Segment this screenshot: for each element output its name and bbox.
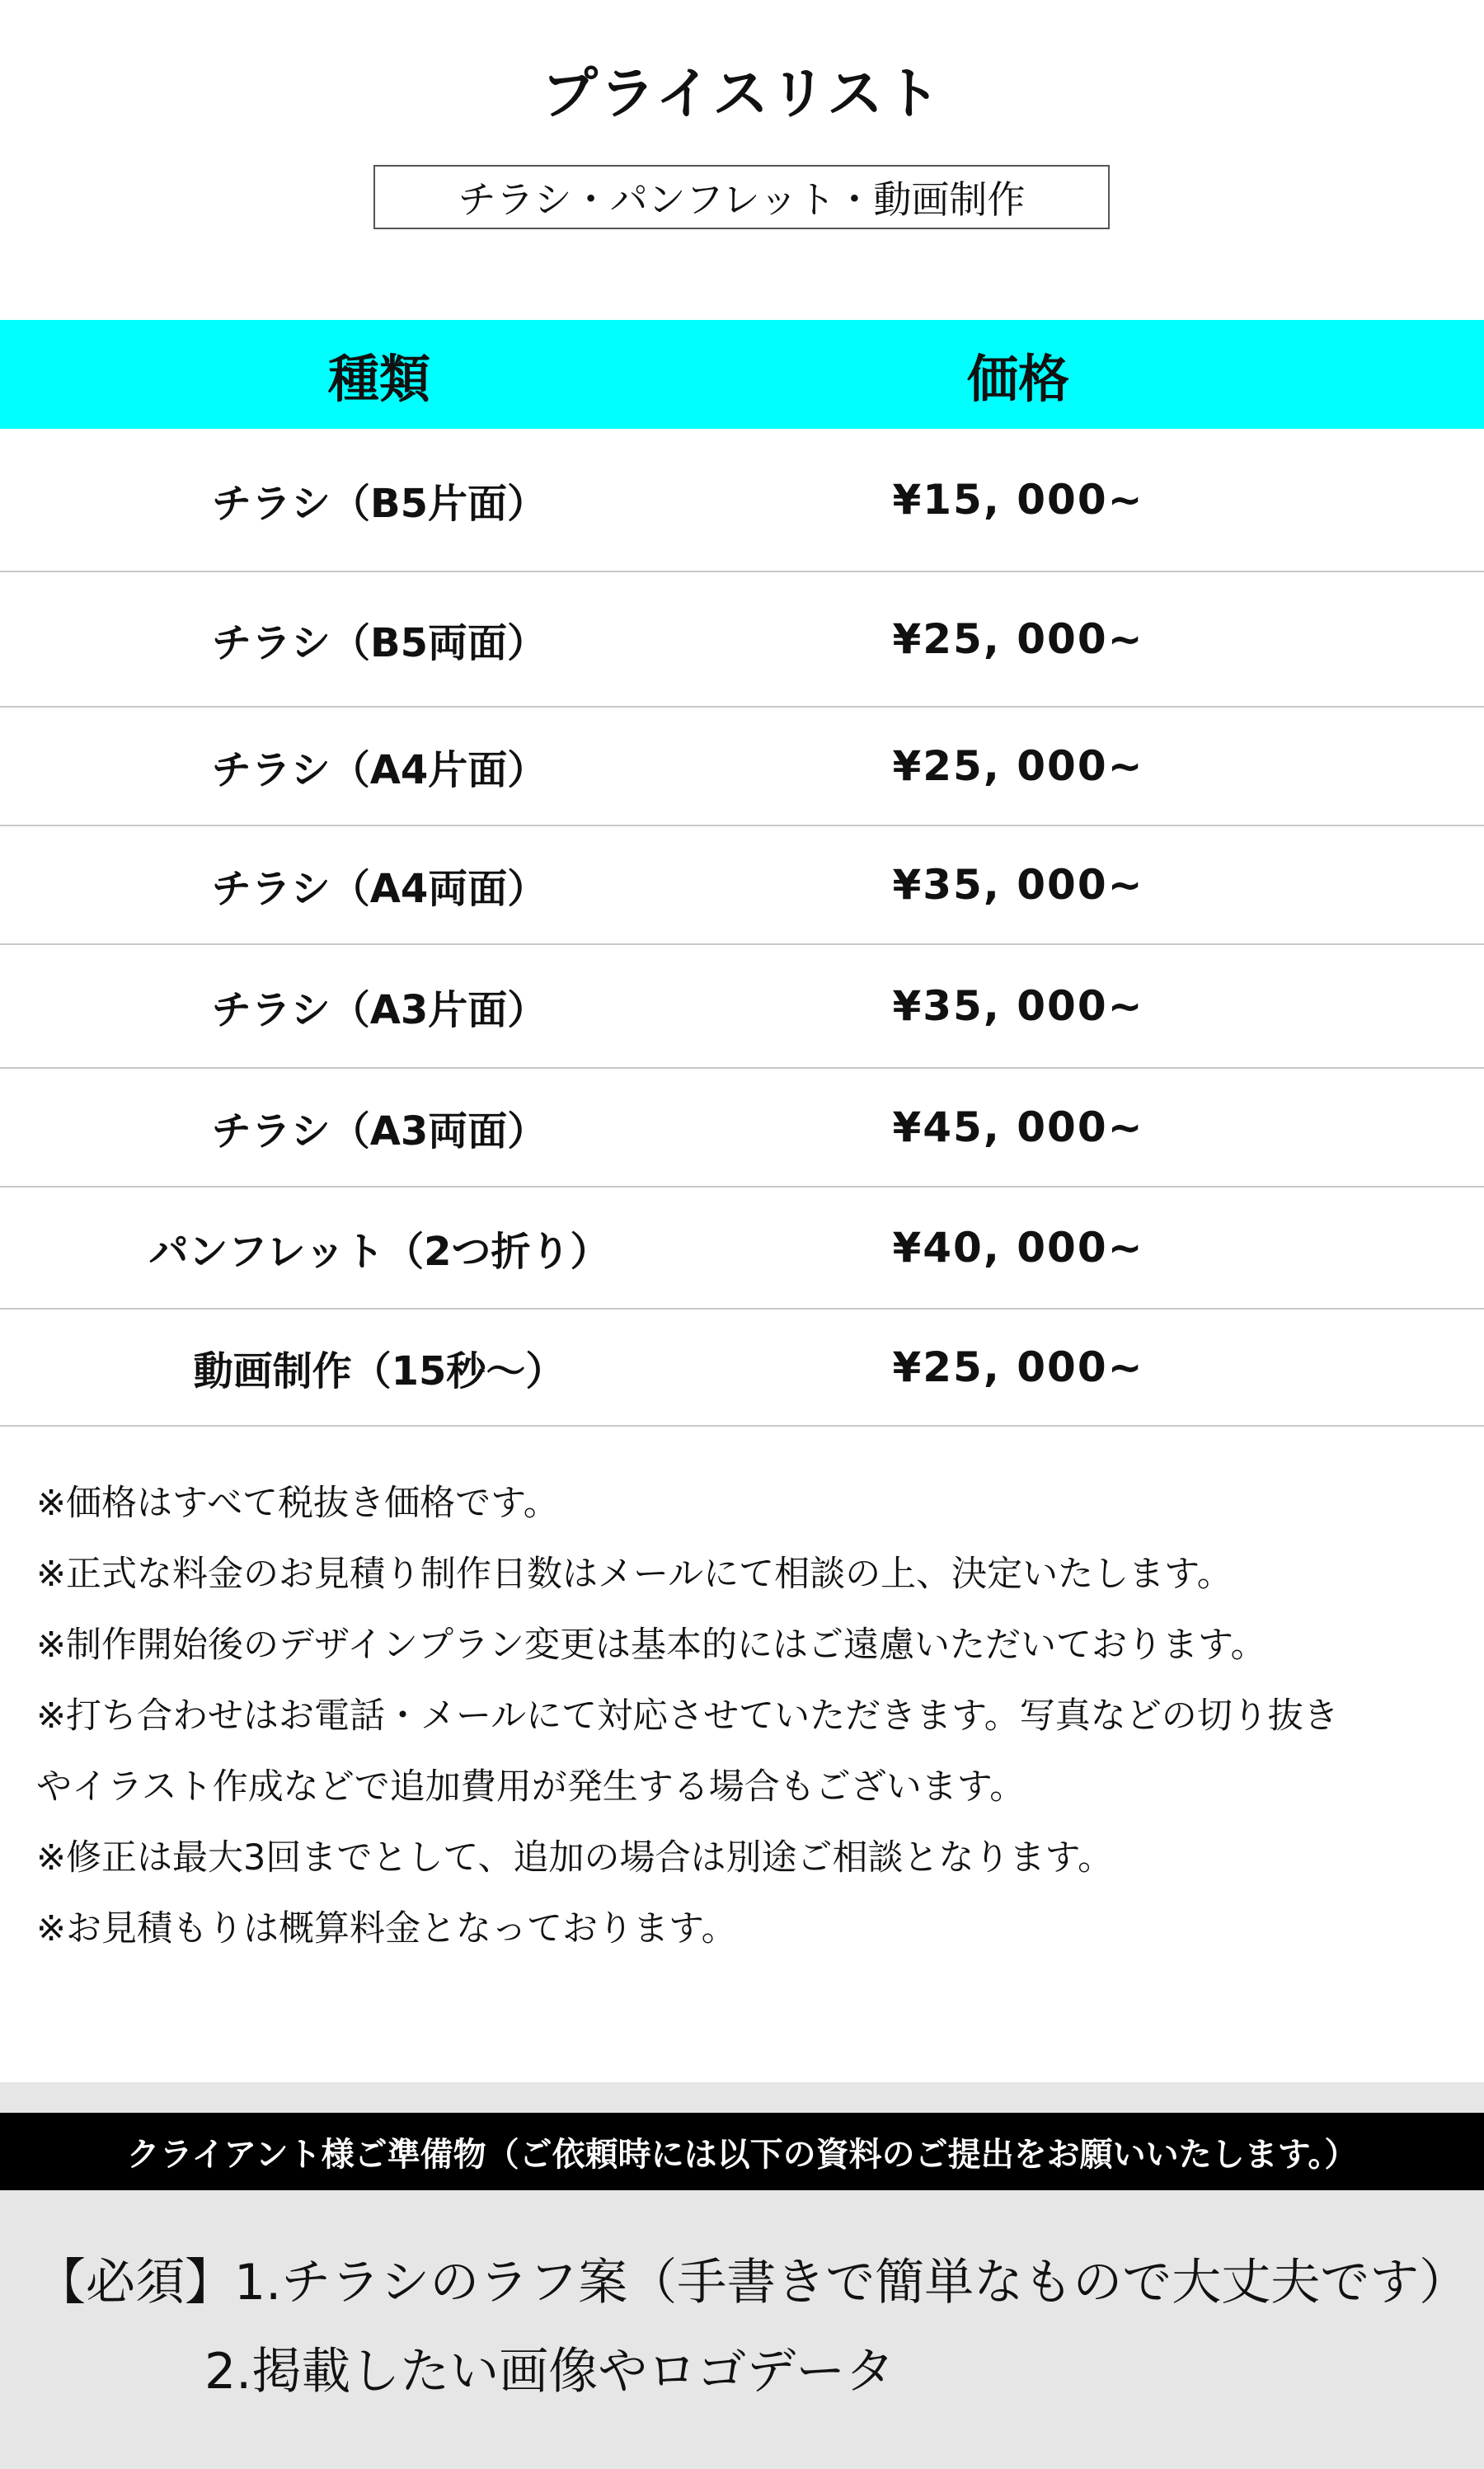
price-table-header — [0, 320, 1484, 429]
row-price: ¥15, 000~ — [892, 476, 1144, 524]
note-line: ※価格はすべて税抜き価格です。 — [36, 1483, 559, 1524]
note-line: ※打ち合わせはお電話・メールにて対応させていただきます。写真などの切り抜き — [36, 1695, 1339, 1737]
table-row — [0, 945, 1484, 1069]
row-type: チラシ（B5片面） — [212, 480, 547, 527]
row-price: ¥45, 000~ — [892, 1103, 1144, 1151]
table-row — [0, 429, 1484, 572]
note-line: やイラスト作成などで追加費用が発生する場合もございます。 — [36, 1766, 1026, 1808]
table-row — [0, 826, 1484, 945]
table-row — [0, 1187, 1484, 1310]
header-price: 価格 — [966, 348, 1069, 409]
price-table-body — [0, 429, 1484, 1427]
row-price: ¥35, 000~ — [892, 861, 1144, 909]
notes-list — [36, 1468, 1454, 1964]
header-type: 種類 — [327, 348, 430, 409]
table-row — [0, 708, 1484, 826]
table-row — [0, 572, 1484, 708]
note-line: ※制作開始後のデザインプラン変更は基本的にはご遠慮いただいております。 — [36, 1625, 1266, 1666]
subtitle-text: チラシ・パンフレット・動画制作 — [458, 177, 1026, 222]
row-type: チラシ（A4片面） — [211, 746, 547, 793]
note-line: ※お見積もりは概算料金となっております。 — [36, 1908, 737, 1949]
row-price: ¥35, 000~ — [892, 982, 1144, 1030]
page-title: プライスリスト — [542, 62, 942, 127]
note-line: ※修正は最大3回までとして、追加の場合は別途ご相談となります。 — [36, 1837, 1114, 1879]
row-type: チラシ（A4両面） — [211, 865, 547, 912]
requirement-item-2: 2.掲載したい画像やロゴデータ — [204, 2343, 895, 2401]
row-price: ¥25, 000~ — [892, 1343, 1144, 1391]
row-price: ¥25, 000~ — [892, 742, 1144, 790]
note-line: ※正式な料金のお見積り制作日数はメールにて相談の上、決定いたします。 — [36, 1554, 1233, 1595]
client-prep-heading: クライアント様ご準備物（ご依頼時には以下の資料のご提出をお願いいたします。） — [0, 2113, 1484, 2190]
row-price: ¥25, 000~ — [892, 615, 1144, 663]
row-type: チラシ（A3片面） — [211, 986, 547, 1033]
row-type: チラシ（B5両面） — [212, 619, 547, 666]
table-row — [0, 1310, 1484, 1427]
row-type: パンフレット（2つ折り） — [148, 1228, 610, 1275]
table-row — [0, 1069, 1484, 1187]
subtitle-box — [373, 165, 1110, 229]
requirement-item-1: 【必須】1.チラシのラフ案（手書きで簡単なもので大丈夫です） — [36, 2254, 1469, 2311]
row-type: チラシ（A3両面） — [211, 1108, 547, 1155]
row-type: 動画制作（15秒～） — [193, 1347, 566, 1394]
row-price: ¥40, 000~ — [892, 1224, 1144, 1272]
